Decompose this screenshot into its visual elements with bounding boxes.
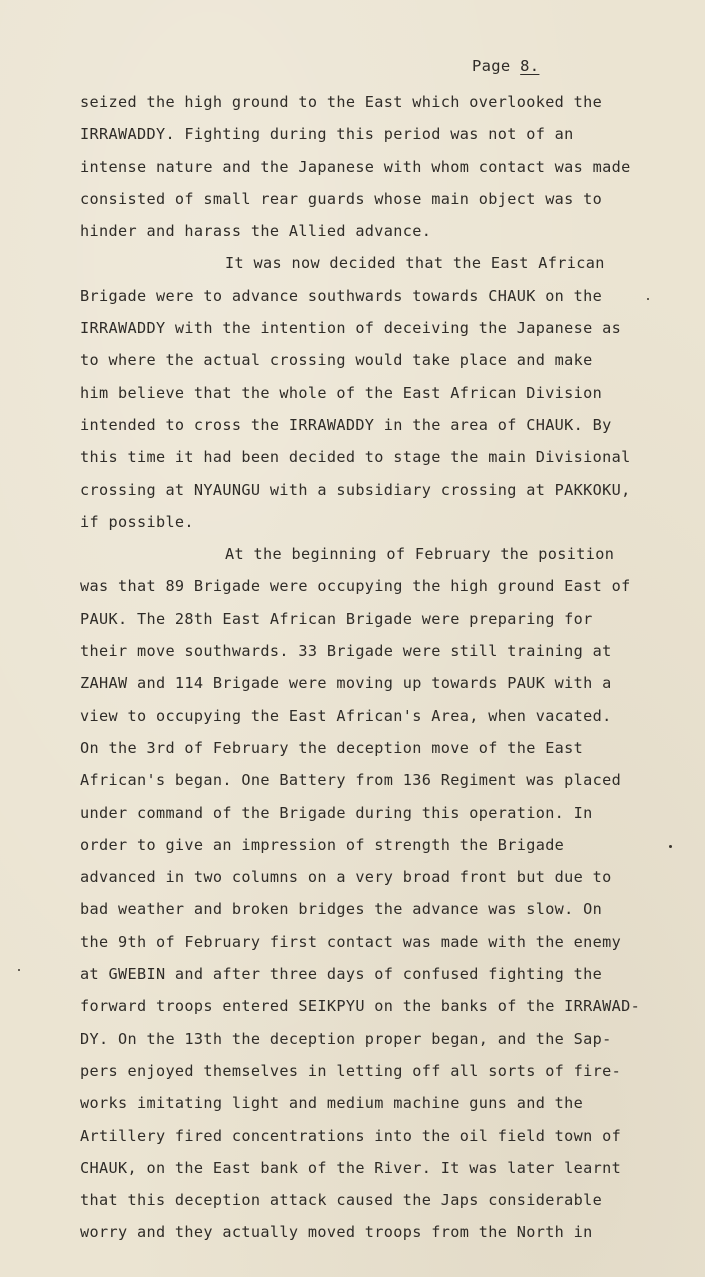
text-line: forward troops entered SEIKPYU on the banks of the IRRAWAD-	[80, 997, 641, 1016]
text-line: this time it had been decided to stage the main Divisional	[80, 448, 631, 467]
text-line: worry and they actually moved troops from the North in	[80, 1223, 593, 1242]
ink-speck	[18, 969, 20, 971]
text-line: intended to cross the IRRAWADDY in the area of CHAUK. By	[80, 415, 612, 434]
text-line: him believe that the whole of the East African Division	[80, 383, 603, 402]
text-line: under command of the Brigade during this operation. In	[80, 803, 593, 822]
paragraph-start-line: At the beginning of February the position	[225, 545, 615, 564]
text-line: advanced in two columns on a very broad front but due to	[80, 868, 612, 887]
text-line: consisted of small rear guards whose main object was to	[80, 189, 603, 208]
text-line: IRRAWADDY with the intention of deceiving the Japanese as	[80, 319, 622, 338]
text-line: was that 89 Brigade were occupying the high ground East of	[80, 577, 631, 596]
text-line: to where the actual crossing would take place and make	[80, 351, 593, 370]
text-line: bad weather and broken bridges the advance was slow. On	[80, 900, 603, 919]
text-line: African's began. One Battery from 136 Regiment was placed	[80, 771, 622, 790]
text-line: PAUK. The 28th East African Brigade were preparing for	[80, 609, 593, 628]
text-line: works imitating light and medium machine guns and the	[80, 1094, 584, 1113]
text-line: pers enjoyed themselves in letting off all sorts of fire-	[80, 1061, 622, 1080]
text-line: crossing at NYAUNGU with a subsidiary crossing at PAKKOKU,	[80, 480, 631, 499]
page-number	[472, 57, 539, 75]
page-number-label: Page	[472, 57, 521, 75]
typed-text-body	[80, 86, 670, 1249]
ink-speck	[647, 298, 649, 300]
text-line: that this deception attack caused the Japs considerable	[80, 1191, 603, 1210]
text-line: their move southwards. 33 Brigade were still training at	[80, 642, 612, 661]
text-line: IRRAWADDY. Fighting during this period was not of an	[80, 125, 574, 144]
paragraph-start-line: It was now decided that the East African	[225, 254, 605, 273]
text-line: order to give an impression of strength the Brigade	[80, 835, 565, 854]
text-line: DY. On the 13th the deception proper began, and the Sap-	[80, 1029, 612, 1048]
page-number-value: 8.	[520, 57, 540, 75]
text-line: Brigade were to advance southwards towards CHAUK on the	[80, 286, 603, 305]
text-line: Artillery fired concentrations into the oil field town of	[80, 1126, 622, 1145]
text-line: On the 3rd of February the deception move of the East	[80, 738, 584, 757]
text-line: ZAHAW and 114 Brigade were moving up towards PAUK with a	[80, 674, 612, 693]
text-line: intense nature and the Japanese with whom contact was made	[80, 157, 631, 176]
ink-speck	[669, 845, 672, 848]
text-line: CHAUK, on the East bank of the River. It was later learnt	[80, 1158, 622, 1177]
text-line: seized the high ground to the East which overlooked the	[80, 93, 603, 111]
text-line: view to occupying the East African's Area, when vacated.	[80, 706, 612, 725]
text-line: the 9th of February first contact was made with the enemy	[80, 932, 622, 951]
text-line: at GWEBIN and after three days of confused fighting the	[80, 965, 603, 984]
text-line: hinder and harass the Allied advance.	[80, 222, 432, 241]
text-line: if possible.	[80, 512, 194, 531]
